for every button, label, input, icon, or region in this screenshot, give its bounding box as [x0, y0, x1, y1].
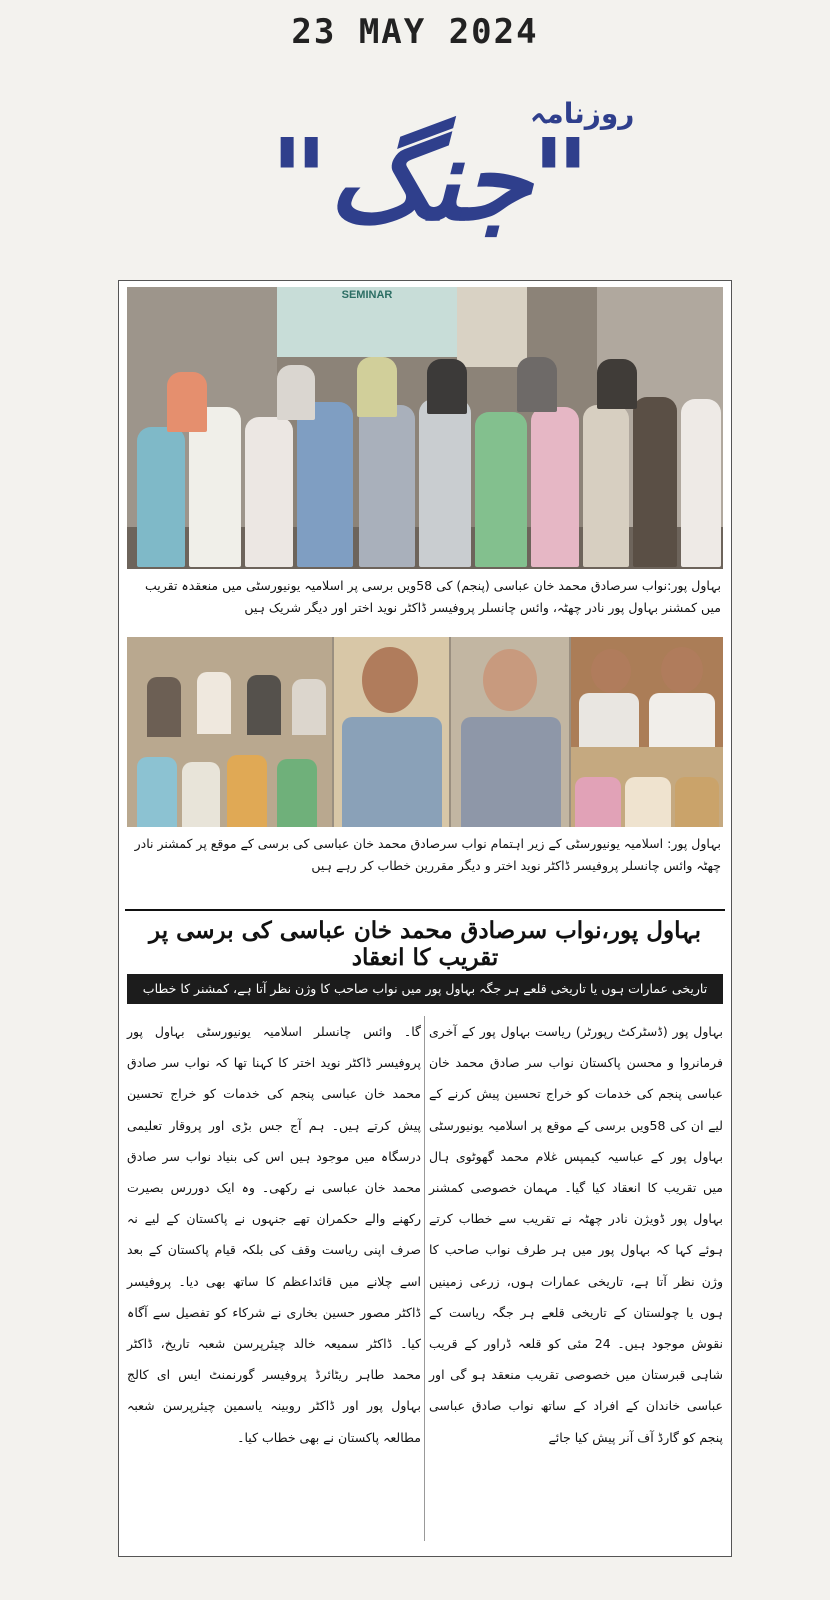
speaker-photo-2: [451, 637, 569, 827]
masthead-name: "جنگ": [270, 115, 590, 246]
clipping-date: 23 MAY 2024: [291, 12, 539, 52]
article-subhead: تاریخی عمارات ہوں یا تاریخی قلعے ہر جگہ بہاول پور میں نواب صاحب کا وژن نظر آتا ہے، کمشنر کا خطاب: [127, 974, 723, 1004]
wall-portrait: [457, 287, 527, 367]
column-divider: [424, 1016, 425, 1541]
photo1-caption: بہاول پور:نواب سرصادق محمد خان عباسی (پنجم) کی 58ویں برسی پر اسلامیہ یونیورسٹی میں منعقدہ تقریب میں کمشنر بہاول پور نادر چھٹہ، وائس چانسلر پروفیسر ڈاکٹر نوید اختر اور دیگر شریک ہیں: [145, 578, 721, 615]
seminar-banner-title: SEMINAR: [341, 289, 393, 301]
article-headline: بہاول پور،نواب سرصادق محمد خان عباسی کی برسی پر تقریب کا انعقاد: [149, 917, 701, 971]
photo2-caption: بہاول پور: اسلامیہ یونیورسٹی کے زیر اہتمام نواب سرصادق محمد خان عباسی کی برسی کے موقع پر کمشنر نادر چھٹہ وائس چانسلر پروفیسر ڈاکٹر نوید اختر و دیگر مقررین خطاب کر رہے ہیں: [134, 836, 721, 873]
news-clipping: [118, 280, 732, 1557]
audience-photo: [127, 637, 332, 827]
speaker-photo-1: [334, 637, 449, 827]
event-photo-collage: [127, 637, 723, 827]
masthead-prefix: روزنامہ: [530, 97, 635, 130]
article-column-right: بہاول پور (ڈسٹرکٹ رپورٹر) ریاست بہاول پور کے آخری فرمانروا و محسن پاکستان نواب سر صادق محمد خان عباسی پنجم کی خدمات کو خراج تحسین پیش کرنے کے لیے ان کی 58ویں برسی کے موقع پر اسلامیہ یونیورسٹی بہاول پور کے عباسیہ کیمپس غلام محمد گھوٹوی ہال میں تقریب کا انعقاد کیا گیا۔ مہمان خصوصی کمشنر بہاول پور ڈویژن نادر چھٹہ نے تقریب سے خطاب کرتے ہوئے کہا کہ بہاول پور میں ہر طرف نواب صاحب کا وژن نظر آتا ہے، تاریخی عمارات ہوں، زرعی زمینیں ہوں یا چولستان کے تاریخی قلعے ہر جگہ ریاست کے نقوش موجود ہیں۔ 24 مئی کو قلعہ ڈراور کے قریب شاہی قبرستان میں خصوصی تقریب منعقد ہو گی اور عباسی خاندان کے افراد کے ساتھ نواب صادق عباسی پنجم کو گارڈ آف آنر پیش کیا جائے: [429, 1024, 724, 1445]
guests-photo: [571, 637, 723, 827]
article-column-left: گا۔ وائس چانسلر اسلامیہ یونیورسٹی بہاول پور پروفیسر ڈاکٹر نوید اختر کا کہنا تھا کہ نواب سر صادق محمد خان عباسی پنجم کی خدمات کو خراج تحسین پیش کرتے ہیں۔ ہم آج جس بڑی اور پروقار تعلیمی درسگاہ میں موجود ہیں اس کی بنیاد نواب سر صادق محمد خان عباسی نے رکھی۔ وہ ایک دوررس بصیرت رکھنے والے حکمران تھے جنہوں نے پاکستان کے لیے نہ صرف اپنی ریاست وقف کی بلکہ قیام پاکستان کے بعد اسے چلانے میں قائداعظم کا ساتھ بھی دیا۔ پروفیسر ڈاکٹر مصور حسین بخاری نے شرکاء کو تفصیل سے آگاہ کیا۔ ڈاکٹر سمیعہ خالد چیئرپرسن شعبہ تاریخ، ڈاکٹر محمد طاہر ریٹائرڈ پروفیسر گورنمنٹ ایس ای کالج بہاول پور اور ڈاکٹر روبینہ یاسمین چیئرپرسن شعبہ مطالعہ پاکستان نے بھی خطاب کیا۔: [127, 1024, 421, 1445]
headline-rule: [125, 909, 725, 911]
newspaper-masthead: [230, 95, 670, 270]
seminar-group-photo: [127, 287, 723, 569]
